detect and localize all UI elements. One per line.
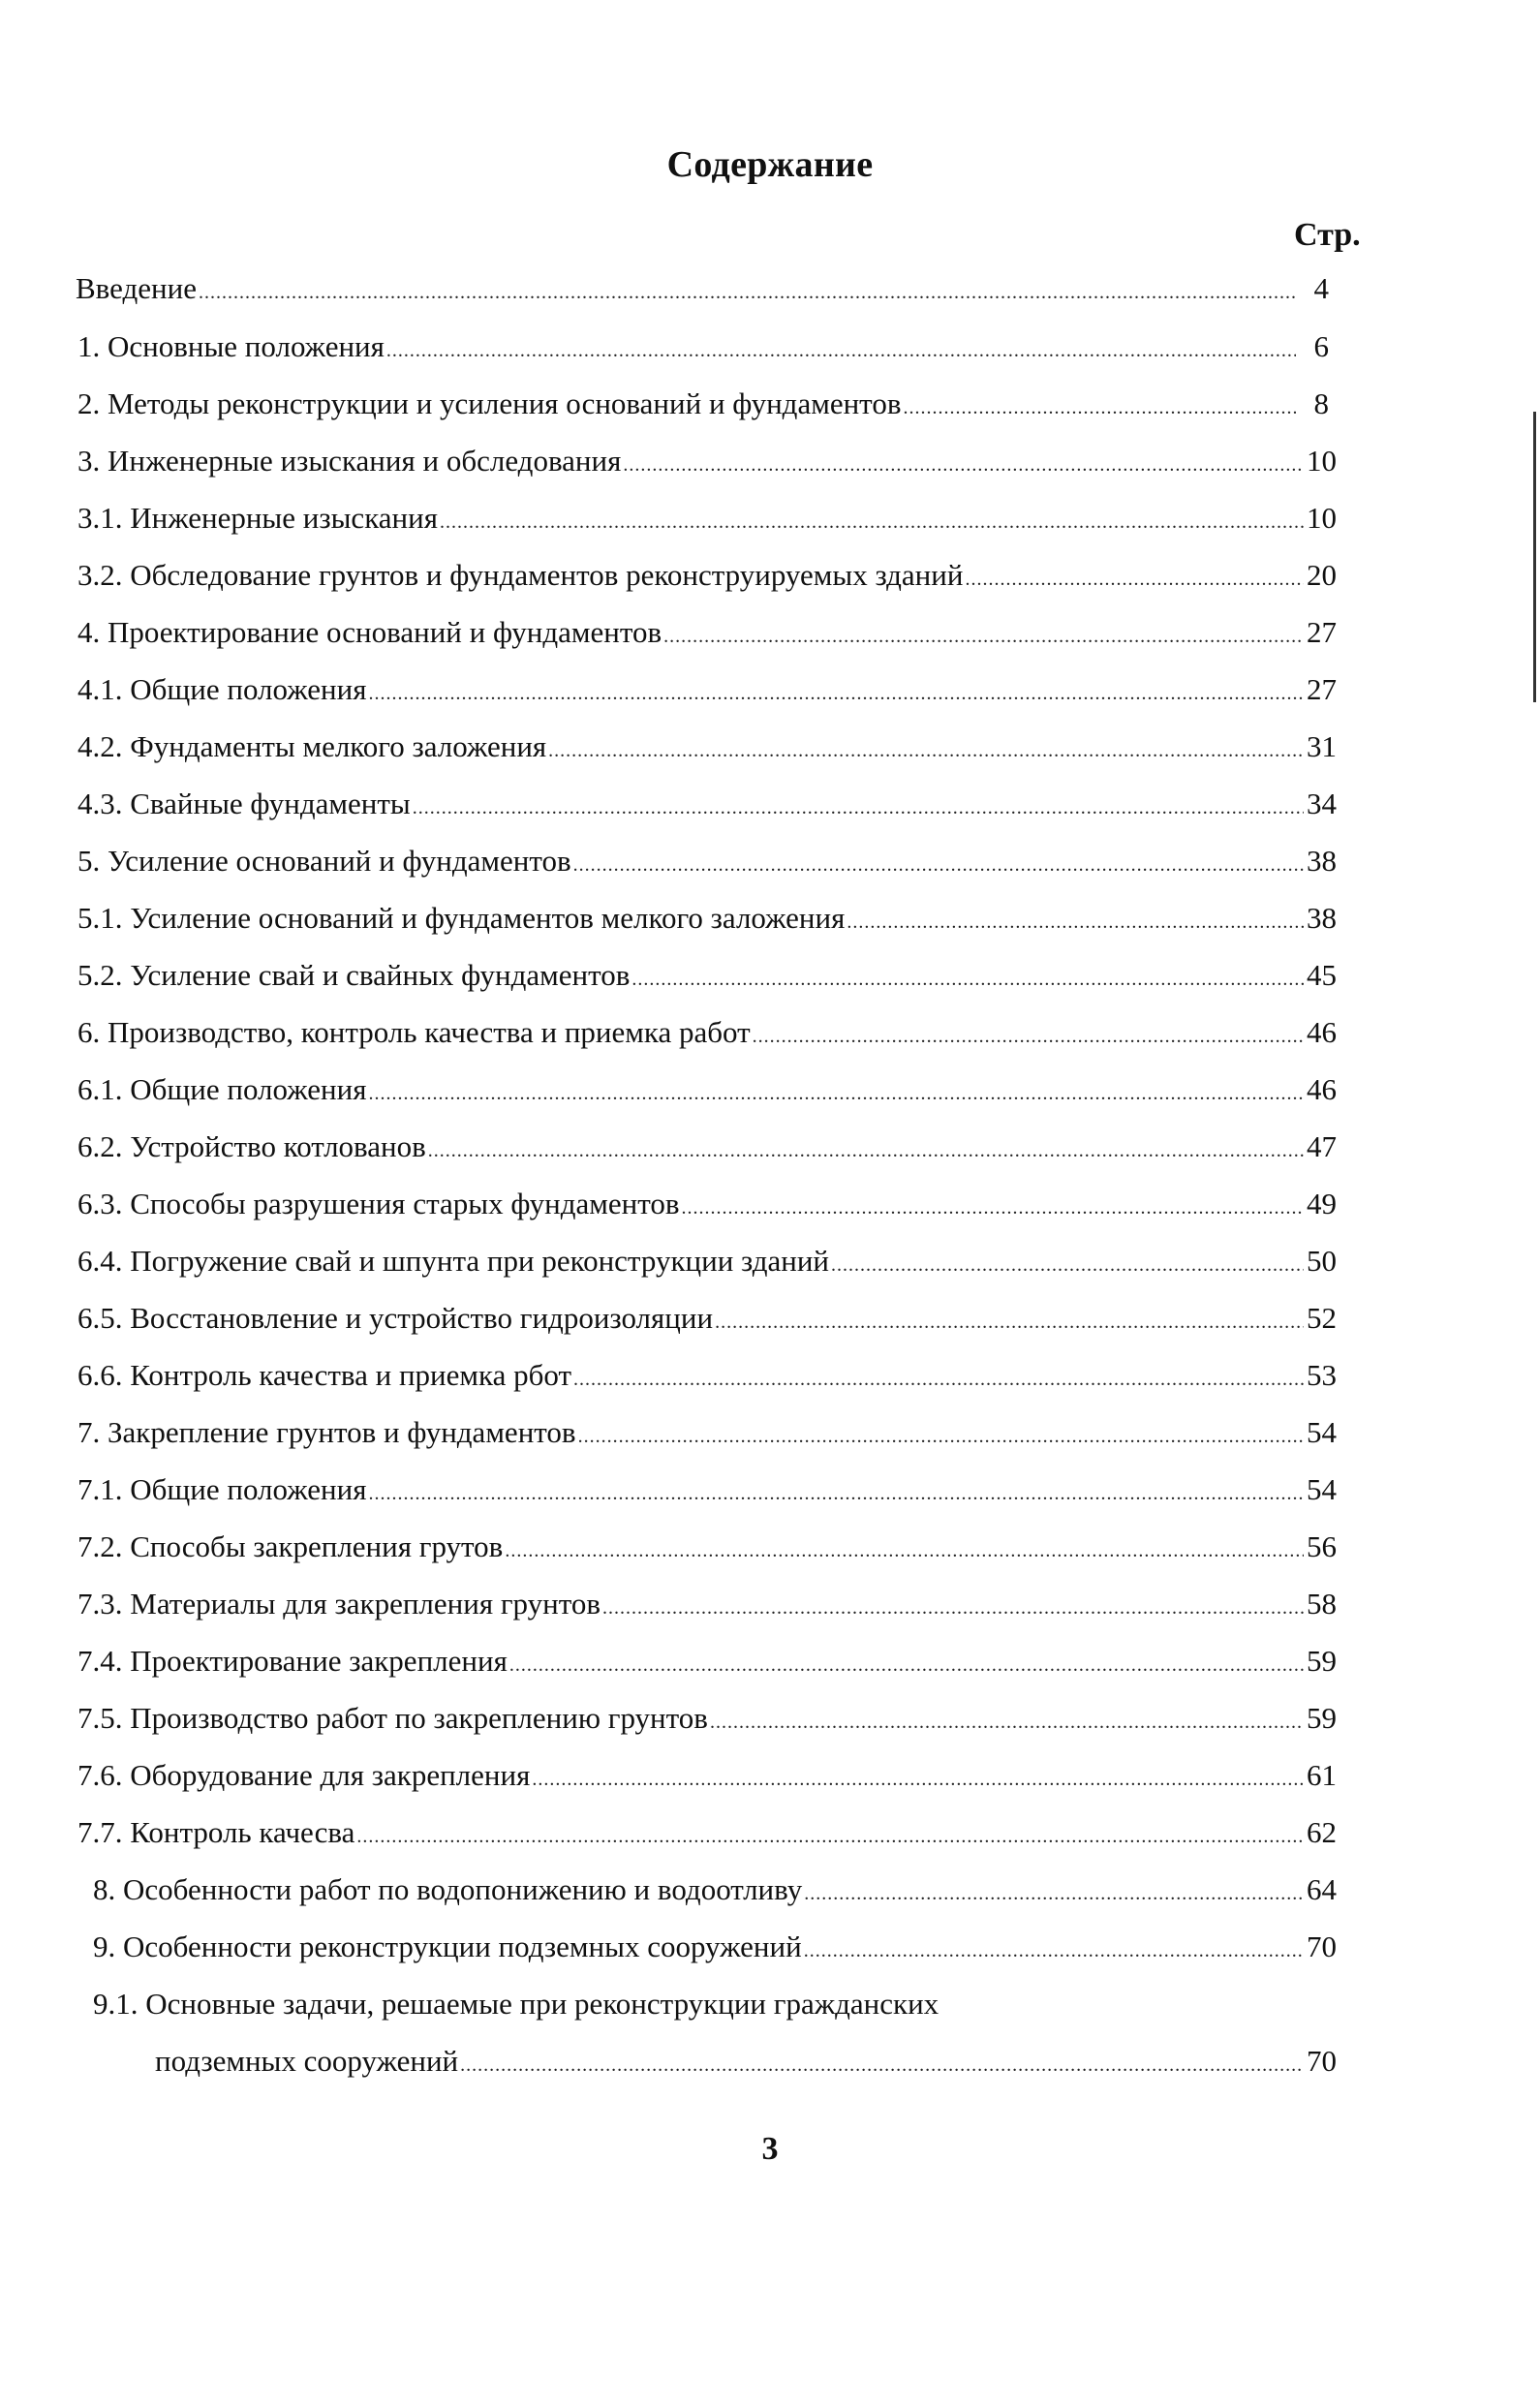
toc-entry-page: 4 (1313, 271, 1329, 305)
toc-entry-label: 7.2. Способы закрепления грутов (77, 1529, 504, 1563)
toc-entry-label: 2. Методы реконструкции и усиления оснований и фундаментов (77, 386, 902, 420)
toc-entry-label: 8. Особенности работ по водопонижению и водоотливу (93, 1872, 803, 1906)
dot-leader (710, 1701, 1304, 1744)
toc-entry-page: 53 (1307, 1358, 1337, 1392)
toc-entry (76, 267, 1329, 310)
toc-entry-page: 70 (1307, 1929, 1337, 1963)
toc-entry (77, 725, 1337, 768)
toc-entry (77, 1354, 1337, 1397)
toc-entry (77, 383, 1329, 425)
dot-leader (509, 1644, 1304, 1686)
toc-entry-label: 3.1. Инженерные изыскания (77, 501, 438, 535)
toc-entry-page: 56 (1307, 1529, 1337, 1563)
toc-entry-page: 49 (1307, 1187, 1337, 1220)
page-number: 3 (761, 2131, 779, 2167)
toc-entry-page: 27 (1307, 672, 1337, 706)
toc-entry (77, 1468, 1337, 1511)
toc-entry-page: 6 (1313, 329, 1329, 363)
toc-entry-label: 7.4. Проектирование закрепления (77, 1644, 508, 1678)
toc-entry-page: 59 (1307, 1701, 1337, 1735)
toc-entry-label: 3.2. Обследование грунтов и фундаментов реконструируемых зданий (77, 558, 964, 592)
dot-leader (368, 672, 1304, 715)
toc-entry (77, 1526, 1337, 1568)
toc-entry (77, 325, 1329, 368)
toc-entry-page: 46 (1307, 1015, 1337, 1049)
toc-entry (77, 611, 1337, 654)
toc-entry-label: 5. Усиление оснований и фундаментов (77, 844, 571, 878)
dot-leader (631, 958, 1304, 1001)
toc-entry-page: 64 (1307, 1872, 1337, 1906)
toc-entry-page: 10 (1307, 444, 1337, 478)
toc-entry-page: 50 (1307, 1244, 1337, 1278)
toc-entry-page: 38 (1307, 901, 1337, 935)
toc-entry-page: 46 (1307, 1072, 1337, 1106)
toc-entry-page: 27 (1307, 615, 1337, 649)
toc-entry (77, 1411, 1337, 1454)
dot-leader (578, 1415, 1304, 1458)
dot-leader (903, 386, 1296, 429)
toc-entry (77, 497, 1337, 540)
toc-entry (77, 1583, 1337, 1625)
toc-entry-page: 54 (1307, 1472, 1337, 1506)
page-column-label: Стр. (1294, 217, 1361, 253)
toc-entry (77, 1011, 1337, 1054)
toc-entry-page: 31 (1307, 729, 1337, 763)
dot-leader (413, 787, 1304, 829)
toc-entry-label: 1. Основные положения (77, 329, 385, 363)
toc-entry-label: 3. Инженерные изыскания и обследования (77, 444, 622, 478)
toc-entry-label: 4. Проектирование оснований и фундаментов (77, 615, 662, 649)
dot-leader (602, 1587, 1304, 1629)
toc-entry-page: 38 (1307, 844, 1337, 878)
toc-entry-label: 4.1. Общие положения (77, 672, 367, 706)
toc-entry-label: 6.5. Восстановление и устройство гидроизоляции (77, 1301, 714, 1335)
dot-leader (548, 729, 1304, 772)
toc-entry-page: 20 (1307, 558, 1337, 592)
toc-entry (93, 1868, 1337, 1911)
toc-entry (155, 2040, 1337, 2083)
toc-entry-page: 8 (1313, 386, 1329, 420)
toc-entry (77, 897, 1337, 940)
toc-entry (77, 554, 1337, 597)
dot-leader (682, 1187, 1304, 1229)
dot-leader (573, 844, 1304, 886)
dot-leader (573, 1358, 1304, 1401)
toc-entry-label: 7.7. Контроль качесва (77, 1815, 355, 1849)
toc-entry (93, 1926, 1337, 1968)
toc-entry-page: 70 (1307, 2044, 1337, 2078)
toc-entry-page: 34 (1307, 787, 1337, 820)
toc-entry (77, 440, 1337, 482)
toc-entry-label: 7.5. Производство работ по закреплению грунтов (77, 1701, 708, 1735)
dot-leader (965, 558, 1304, 601)
toc-entry-page: 47 (1307, 1129, 1337, 1163)
toc-entry (77, 1297, 1337, 1340)
toc-entry (77, 783, 1337, 825)
toc-entry (77, 1754, 1337, 1797)
toc-entry (77, 1811, 1337, 1854)
dot-leader (368, 1072, 1304, 1115)
dot-leader (428, 1129, 1304, 1172)
toc-entry-label: 4.3. Свайные фундаменты (77, 787, 411, 820)
toc-entry (77, 1068, 1337, 1111)
toc-entry-label: 6.6. Контроль качества и приемка рбот (77, 1358, 572, 1392)
scan-edge-mark (1533, 412, 1536, 702)
toc-entry (77, 954, 1337, 997)
toc-entry (77, 1240, 1337, 1282)
dot-leader (440, 501, 1304, 543)
dot-leader (847, 901, 1304, 943)
toc-entry-label: 6.3. Способы разрушения старых фундаментов (77, 1187, 680, 1220)
dot-leader (623, 444, 1304, 486)
toc-entry-page: 58 (1307, 1587, 1337, 1621)
toc-entry (77, 840, 1337, 882)
toc-entry-page: 45 (1307, 958, 1337, 992)
dot-leader (368, 1472, 1304, 1515)
toc-entry-label: 7.1. Общие положения (77, 1472, 367, 1506)
dot-leader (532, 1758, 1304, 1801)
toc-entry-label: Введение (76, 271, 197, 305)
toc-entry-label: 5.2. Усиление свай и свайных фундаментов (77, 958, 631, 992)
toc-entry (77, 1126, 1337, 1168)
toc-entry-label: 4.2. Фундаменты мелкого заложения (77, 729, 547, 763)
dot-leader (505, 1529, 1304, 1572)
dot-leader (663, 615, 1304, 658)
dot-leader (356, 1815, 1304, 1858)
toc-entry-label: 6.1. Общие положения (77, 1072, 367, 1106)
toc-entry-label: 6.4. Погружение свай и шпунта при реконструкции зданий (77, 1244, 830, 1278)
toc-entry-label: 7.3. Материалы для закрепления грунтов (77, 1587, 601, 1621)
toc-entry-label: 6.2. Устройство котлованов (77, 1129, 426, 1163)
dot-leader (715, 1301, 1304, 1343)
toc-entry (77, 1697, 1337, 1740)
toc-entry (77, 668, 1337, 711)
toc-entry-page: 61 (1307, 1758, 1337, 1792)
toc-entry (93, 1983, 939, 2025)
toc-entry-page: 10 (1307, 501, 1337, 535)
dot-leader (386, 329, 1296, 372)
toc-entry (77, 1183, 1337, 1225)
dot-leader (831, 1244, 1304, 1286)
dot-leader (199, 271, 1296, 314)
toc-entry-label: 9. Особенности реконструкции подземных сооружений (93, 1929, 802, 1963)
toc-entry-label: 6. Производство, контроль качества и приемка работ (77, 1015, 751, 1049)
toc-entry-label: 7. Закрепление грунтов и фундаментов (77, 1415, 576, 1449)
toc-entry-page: 54 (1307, 1415, 1337, 1449)
toc-entry-label: 7.6. Оборудование для закрепления (77, 1758, 531, 1792)
toc-entry-label: 9.1. Основные задачи, решаемые при реконструкции гражданских (93, 1987, 939, 2021)
toc-entry-page: 52 (1307, 1301, 1337, 1335)
toc-entry-page: 59 (1307, 1644, 1337, 1678)
page-title: Содержание (666, 144, 874, 185)
toc-entry-label: 5.1. Усиление оснований и фундаментов мелкого заложения (77, 901, 846, 935)
dot-leader (804, 1929, 1304, 1972)
dot-leader (460, 2044, 1304, 2086)
toc-entry-page: 62 (1307, 1815, 1337, 1849)
dot-leader (804, 1872, 1304, 1915)
dot-leader (753, 1015, 1304, 1058)
toc-entry-label: подземных сооружений (155, 2044, 459, 2078)
toc-entry (77, 1640, 1337, 1683)
